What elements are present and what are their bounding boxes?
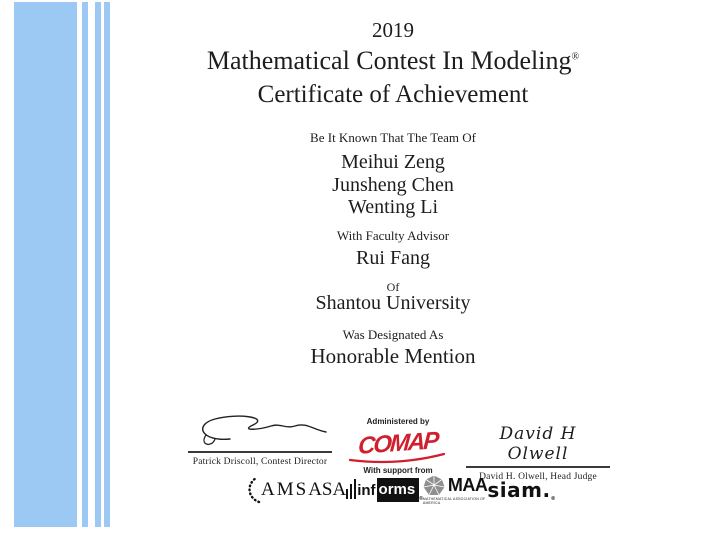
decorative-stripe-thin-2 xyxy=(95,2,101,527)
maa-logo-row xyxy=(423,475,488,496)
maa-polyhedron-icon xyxy=(423,475,445,496)
team-member-name: Meihui Zeng xyxy=(341,151,445,173)
informs-prefix-text: inf xyxy=(357,481,376,499)
asa-bars-icon xyxy=(346,479,357,501)
olwell-signature-script: David H Olwell xyxy=(499,424,577,464)
informs-box-text: orms xyxy=(377,478,420,502)
team-members-list xyxy=(110,151,676,219)
contest-director-caption: Patrick Driscoll, Contest Director xyxy=(192,457,328,467)
advisor-name: Rui Fang xyxy=(356,247,430,269)
advisor-label: With Faculty Advisor xyxy=(336,228,450,243)
head-judge-caption: David H. Olwell, Head Judge xyxy=(479,472,597,482)
contest-director-signature-block xyxy=(188,410,332,467)
decorative-stripe-thin-1 xyxy=(82,2,88,527)
signature-line xyxy=(466,466,610,468)
of-label: Of xyxy=(386,280,400,294)
certificate-subtitle: Certificate of Achievement xyxy=(257,81,529,108)
decorative-stripe-band xyxy=(14,2,77,527)
informs-logo xyxy=(357,478,423,502)
designation-text: Honorable Mention xyxy=(310,344,476,368)
registered-mark: ® xyxy=(571,51,580,63)
administered-by-label: Administered by xyxy=(366,417,430,426)
contest-title-text: Mathematical Contest In Modeling xyxy=(206,46,572,75)
designation-label: Was Designated As xyxy=(342,327,444,342)
institution-name: Shantou University xyxy=(315,292,471,314)
comap-swoosh-icon xyxy=(348,452,448,464)
support-from-label: With support from xyxy=(363,466,433,475)
maa-logo-text: MAA xyxy=(447,475,488,495)
informs-registered-mark: ® xyxy=(419,496,423,502)
team-label: Be It Known That The Team Of xyxy=(310,130,476,145)
ams-logo-text: AMS xyxy=(261,479,309,500)
comap-logo-text: COMAP xyxy=(357,427,439,460)
asa-logo-text: ASA xyxy=(308,479,347,500)
asa-logo xyxy=(308,479,357,501)
siam-registered-mark: ® xyxy=(550,496,557,502)
year-text: 2019 xyxy=(372,18,414,42)
driscoll-signature-icon xyxy=(190,410,330,448)
siam-logo-text: siam. xyxy=(487,478,551,502)
ams-arc-icon xyxy=(246,476,261,504)
team-member-name: Wenting Li xyxy=(347,196,439,218)
siam-logo xyxy=(487,478,556,502)
maa-logo xyxy=(423,475,488,505)
comap-block xyxy=(340,417,456,475)
contest-title xyxy=(110,48,676,74)
signature-line xyxy=(188,451,332,453)
team-member-name: Junsheng Chen xyxy=(332,173,454,196)
maa-caption: MATHEMATICAL ASSOCIATION OF AMERICA xyxy=(422,497,486,505)
ams-logo xyxy=(246,476,308,504)
comap-logo xyxy=(340,427,456,464)
